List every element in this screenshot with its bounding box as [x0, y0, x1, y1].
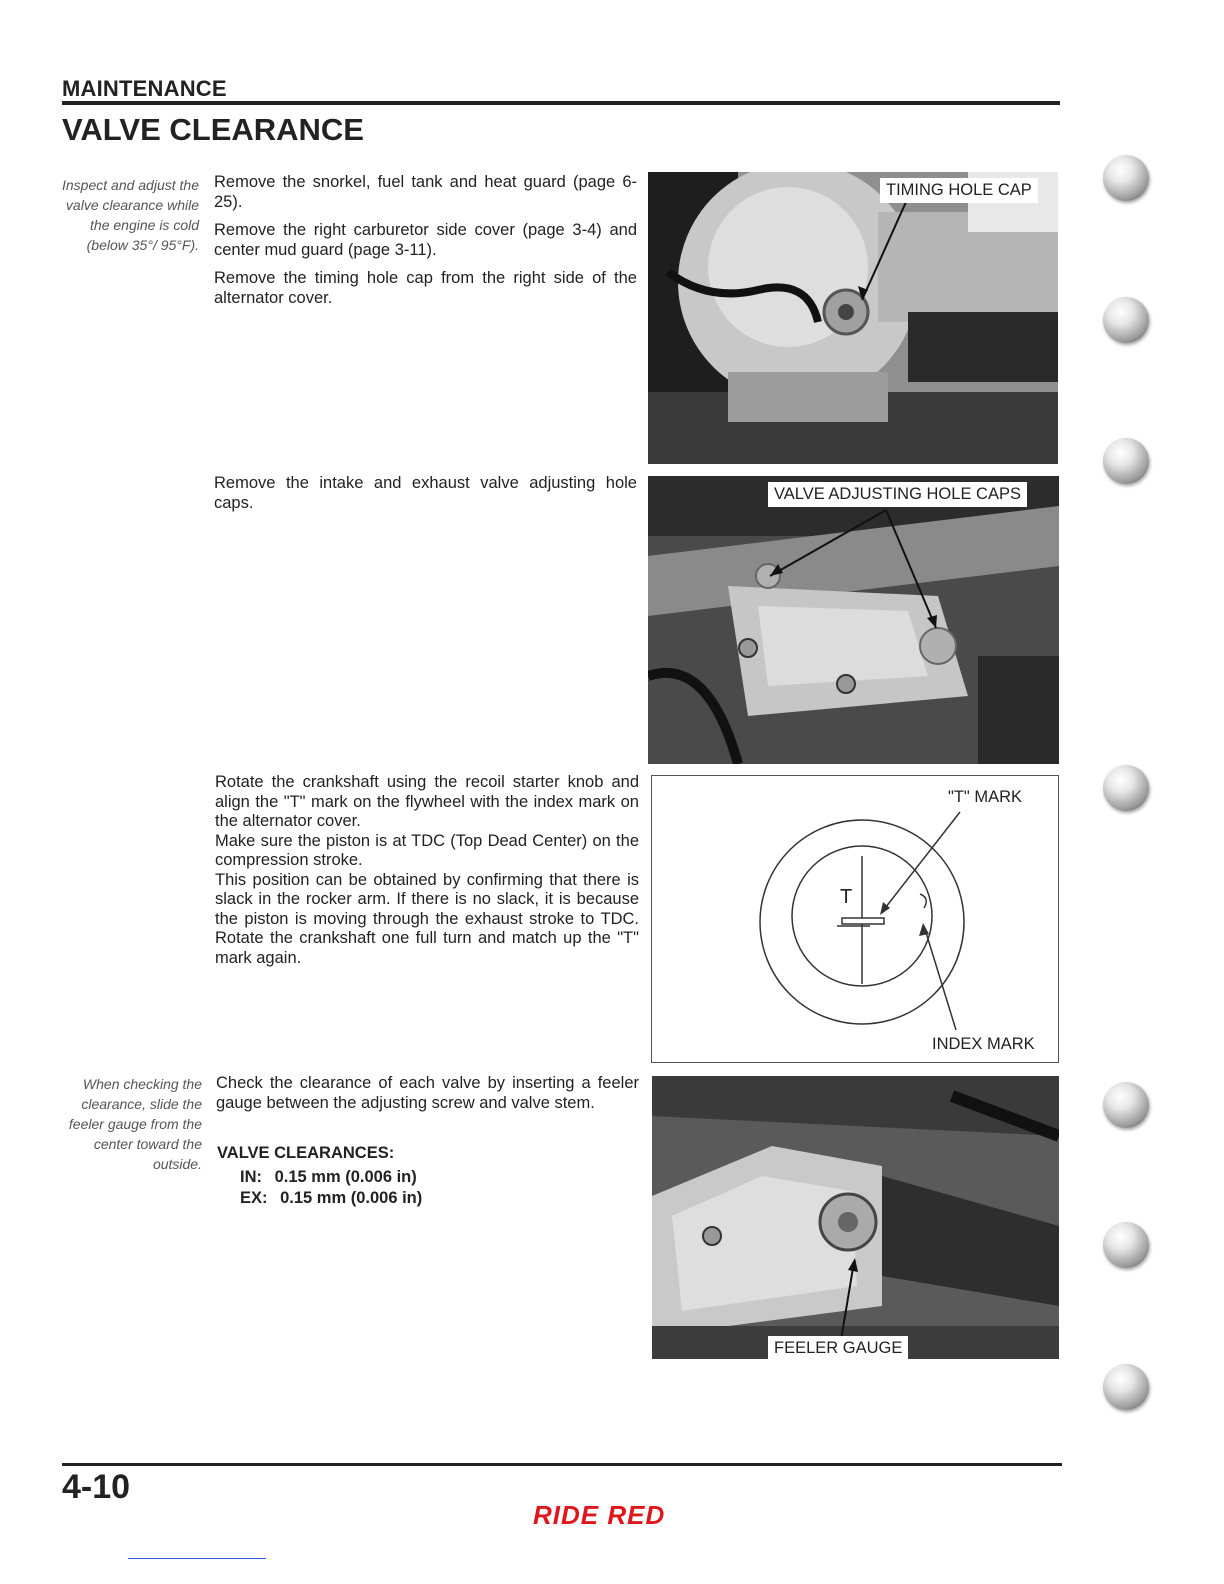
step-block-rotate — [215, 773, 639, 968]
spec-in-row — [240, 1166, 417, 1188]
spec-in-label: IN: — [240, 1168, 262, 1186]
binder-hole — [1103, 155, 1149, 201]
header-rule — [62, 101, 1060, 105]
spec-ex-row — [240, 1187, 422, 1209]
page-title: VALVE CLEARANCE — [62, 112, 364, 147]
timing-mark-diagram — [651, 775, 1059, 1063]
page-number: 4-10 — [62, 1468, 131, 1506]
callout-index-mark: INDEX MARK — [932, 1035, 1035, 1053]
photo-feeler-gauge — [652, 1076, 1059, 1359]
step-rotate: Rotate the crankshaft using the recoil starter knob and align the "T" mark on the flywheel with the index mark on the alternator cover. — [215, 773, 639, 830]
side-note-checking: When checking the clearance, slide the feeler gauge from the center toward the outside. — [68, 1076, 202, 1172]
step-block-timing — [214, 172, 637, 316]
step-block-check — [216, 1073, 639, 1121]
step-remove-snorkel: Remove the snorkel, fuel tank and heat guard (page 6-25). — [214, 173, 637, 211]
step-slack: This position can be obtained by confirming that there is slack in the rocker arm. If there is no slack, it is because the piston is moving through the exhaust stroke to TDC. Rotate the crankshaft one full turn and match up the "T" mark again. — [215, 870, 639, 967]
step-check: Check the clearance of each valve by inserting a feeler gauge between the adjusting screw and valve stem. — [216, 1074, 639, 1112]
valve-clearances-heading: VALVE CLEARANCES: — [217, 1144, 395, 1162]
callout-valve-adjusting-hole-caps: VALVE ADJUSTING HOLE CAPS — [768, 482, 1027, 507]
binder-hole — [1103, 1222, 1149, 1268]
step-remove-cap: Remove the timing hole cap from the right side of the alternator cover. — [214, 269, 637, 307]
binder-hole — [1103, 297, 1149, 343]
spec-ex-label: EX: — [240, 1189, 268, 1207]
scan-artifact-line — [128, 1558, 266, 1559]
photo-valve-adjusting-hole-caps — [648, 476, 1059, 764]
binder-hole — [1103, 765, 1149, 811]
callout-t-mark: "T" MARK — [948, 788, 1023, 806]
step-remove-valve-caps: Remove the intake and exhaust valve adjusting hole caps. — [214, 474, 637, 512]
binder-hole — [1103, 1364, 1149, 1410]
binder-hole — [1103, 1082, 1149, 1128]
footer-rule — [62, 1463, 1062, 1466]
engine-photo-2 — [648, 476, 1059, 764]
binder-hole — [1103, 438, 1149, 484]
callout-timing-hole-cap: TIMING HOLE CAP — [880, 178, 1038, 203]
step-block-valve-caps — [214, 473, 637, 521]
engine-photo-3 — [652, 1076, 1059, 1359]
timing-mark-drawing — [652, 776, 1058, 1062]
side-note-inspect: Inspect and adjust the valve clearance while the engine is cold (below 35°/ 95°F). — [62, 177, 199, 253]
section-label: MAINTENANCE — [62, 76, 227, 101]
t-letter: T — [840, 886, 853, 908]
spec-ex-value: 0.15 mm (0.006 in) — [280, 1189, 423, 1207]
photo-timing-hole-cap — [648, 172, 1058, 464]
callout-feeler-gauge: FEELER GAUGE — [768, 1336, 908, 1359]
spec-in-value: 0.15 mm (0.006 in) — [274, 1168, 417, 1186]
step-remove-cover: Remove the right carburetor side cover (page 3-4) and center mud guard (page 3-11). — [214, 221, 637, 259]
engine-photo-1 — [648, 172, 1058, 464]
step-tdc: Make sure the piston is at TDC (Top Dead Center) on the compression stroke. — [215, 831, 639, 869]
brand-logo: RIDE RED — [533, 1500, 666, 1530]
